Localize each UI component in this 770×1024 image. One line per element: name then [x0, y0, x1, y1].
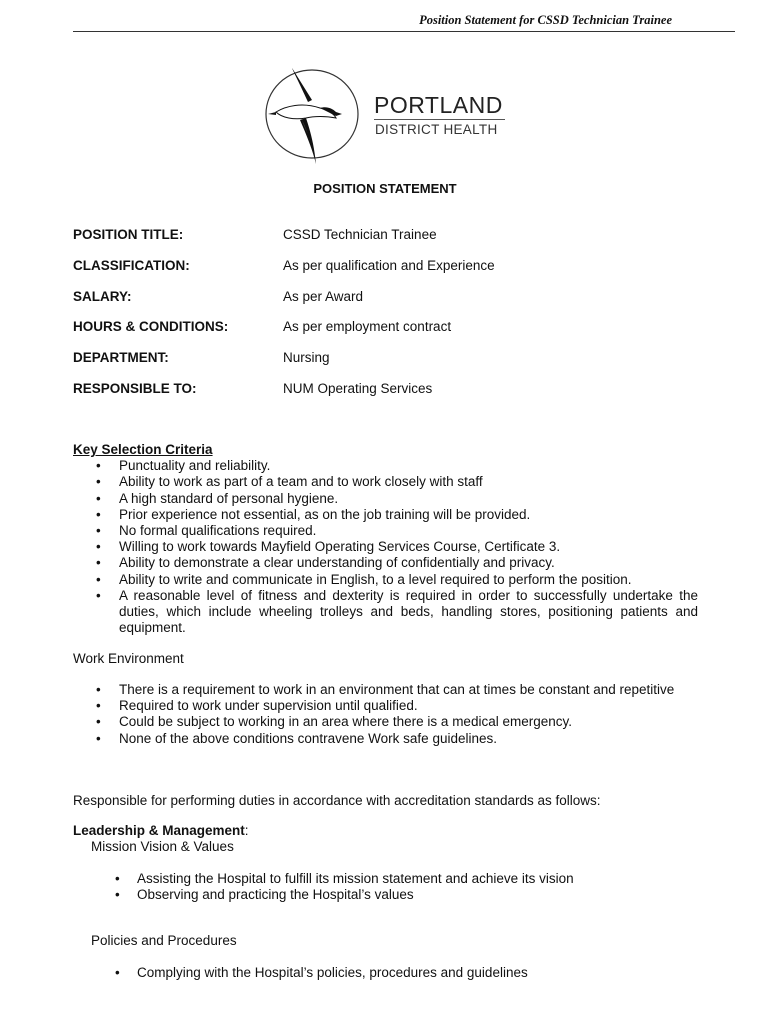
list-item: • Observing and practicing the Hospital’s values [73, 887, 698, 903]
field-row [73, 227, 733, 258]
key-selection-criteria [73, 442, 698, 636]
field-label: DEPARTMENT: [73, 350, 169, 366]
policies-title: Policies and Procedures [91, 933, 237, 948]
running-title: Position Statement for CSSD Technician Trainee [419, 13, 672, 27]
mission-list [73, 871, 698, 903]
field-row [73, 381, 733, 412]
policies-procedures [73, 933, 698, 949]
policies-list [73, 965, 698, 981]
list-item: • A high standard of personal hygiene. [73, 491, 698, 507]
field-value: Nursing [283, 350, 330, 366]
field-row [73, 350, 733, 381]
key-selection-title: Key Selection Criteria [73, 442, 213, 457]
work-environment [73, 651, 698, 667]
list-item: • Ability to write and communicate in English, to a level required to perform the position. [73, 572, 698, 588]
list-item: • Prior experience not essential, as on the job training will be provided. [73, 507, 698, 523]
list-item: • Willing to work towards Mayfield Operating Services Course, Certificate 3. [73, 539, 698, 555]
field-row [73, 319, 733, 350]
list-item: • Ability to demonstrate a clear understanding of confidentially and privacy. [73, 555, 698, 571]
leadership-heading [73, 823, 698, 839]
work-environment-title: Work Environment [73, 651, 184, 666]
leadership-management [73, 823, 698, 855]
mission-list-wrap [73, 871, 698, 903]
logo-name: PORTLAND [374, 92, 503, 118]
list-item: • No formal qualifications required. [73, 523, 698, 539]
field-value: As per Award [283, 288, 364, 304]
document-heading: POSITION STATEMENT [313, 181, 457, 196]
list-item: • Ability to work as part of a team and to work closely with staff [73, 474, 698, 490]
field-label: RESPONSIBLE TO: [73, 380, 197, 396]
responsibilities-intro [73, 793, 698, 809]
list-item: • Assisting the Hospital to fulfill its mission statement and achieve its vision [73, 871, 698, 887]
gannet-emblem-icon [262, 64, 366, 168]
position-fields [73, 227, 733, 412]
field-label: HOURS & CONDITIONS: [73, 319, 229, 335]
field-row [73, 289, 733, 320]
responsibilities-intro-text: Responsible for performing duties in accordance with accreditation standards as follows: [73, 793, 601, 808]
list-item: • Could be subject to working in an area where there is a medical emergency. [73, 714, 698, 730]
policies-list-wrap [73, 965, 698, 981]
field-row [73, 258, 733, 289]
key-selection-list [73, 458, 698, 636]
list-item: • Complying with the Hospital’s policies, procedures and guidelines [73, 965, 698, 981]
field-label: SALARY: [73, 288, 132, 304]
field-value: As per employment contract [283, 319, 452, 335]
work-environment-list [73, 682, 698, 747]
list-item: • A reasonable level of fitness and dexterity is required in order to successfully undertake the duties, which include wheeling trolleys and beds, handling stores, positioning patients and equipment. [73, 588, 698, 637]
work-environment-list-wrap [73, 682, 698, 747]
list-item: • Required to work under supervision until qualified. [73, 698, 698, 714]
list-item: • There is a requirement to work in an environment that can at times be constant and repetitive [73, 682, 698, 698]
leadership-title: Leadership & Management [73, 823, 245, 838]
field-label: POSITION TITLE: [73, 227, 184, 242]
field-value: CSSD Technician Trainee [283, 227, 437, 242]
leadership-colon: : [244, 823, 249, 838]
field-value: NUM Operating Services [283, 380, 433, 396]
list-item: • Punctuality and reliability. [73, 458, 698, 474]
organisation-logo [262, 64, 512, 168]
logo-subtitle: DISTRICT HEALTH [375, 122, 498, 137]
header-rule [73, 31, 735, 32]
mission-title: Mission Vision & Values [91, 839, 234, 855]
field-label: CLASSIFICATION: [73, 257, 190, 273]
logo-divider [374, 119, 505, 120]
list-item: • None of the above conditions contravene Work safe guidelines. [73, 731, 698, 747]
field-value: As per qualification and Experience [283, 257, 495, 273]
